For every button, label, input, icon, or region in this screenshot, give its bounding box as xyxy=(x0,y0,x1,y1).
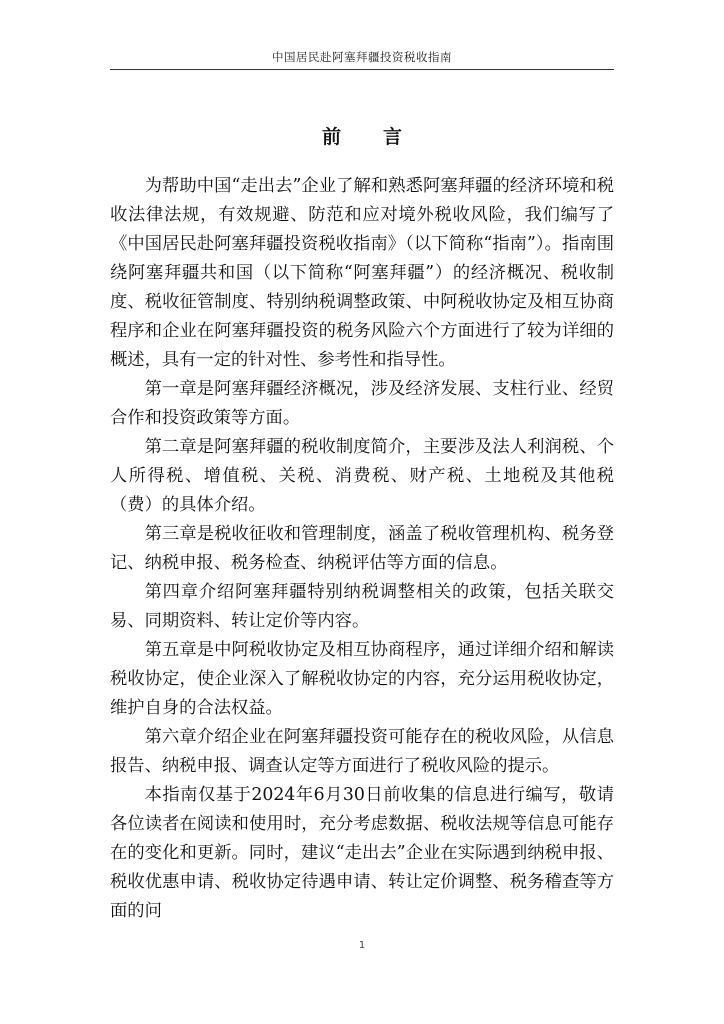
page-title-char-1: 前 xyxy=(321,126,341,148)
header-divider xyxy=(110,69,614,70)
paragraph-disclaimer: 本指南仅基于2024年6月30日前收集的信息进行编写，敬请各位读者在阅读和使用时，充分考虑数据、税收法规等信息可能存在的变化和更新。同时，建议“走出去”企业在实际遇到纳税申报、税收优惠申请、税收协定待遇申请、转让定价调整、税务稽查等方面的问 xyxy=(110,785,614,921)
paragraph-chapter-1: 第一章是阿塞拜疆经济概况，涉及经济发展、支柱行业、经贸合作和投资政策等方面。 xyxy=(110,379,614,428)
paragraph-chapter-3: 第三章是税收征收和管理制度，涵盖了税收管理机构、税务登记、纳税申报、税务检查、纳税评估等方面的信息。 xyxy=(110,524,614,573)
running-header: 中国居民赴阿塞拜疆投资税收指南 xyxy=(272,50,452,64)
paragraph-chapter-5: 第五章是中阿税收协定及相互协商程序，通过详细介绍和解读税收协定，使企业深入了解税收协定的内容，充分运用税收协定，维护自身的合法权益。 xyxy=(110,640,614,718)
page-title xyxy=(110,122,614,149)
paragraph-chapter-2: 第二章是阿塞拜疆的税收制度简介，主要涉及法人利润税、个人所得税、增值税、关税、消费税、财产税、土地税及其他税（费）的具体介绍。 xyxy=(110,437,614,515)
paragraph-intro: 为帮助中国“走出去”企业了解和熟悉阿塞拜疆的经济环境和税收法律法规，有效规避、防范和应对境外税收风险，我们编写了《中国居民赴阿塞拜疆投资税收指南》（以下简称“指南”）。指南围绕阿塞拜疆共和国（以下简称“阿塞拜疆”）的经济概况、税收制度、税收征管制度、特别纳税调整政策、中阿税收协定及相互协商程序和企业在阿塞拜疆投资的税务风险六个方面进行了较为详细的概述，具有一定的针对性、参考性和指导性。 xyxy=(110,176,614,370)
preface-body xyxy=(110,172,614,926)
paragraph-chapter-4: 第四章介绍阿塞拜疆特别纳税调整相关的政策，包括关联交易、同期资料、转让定价等内容。 xyxy=(110,582,614,631)
paragraph-chapter-6: 第六章介绍企业在阿塞拜疆投资可能存在的税收风险，从信息报告、纳税申报、调查认定等方面进行了税收风险的提示。 xyxy=(110,727,614,776)
page-title-char-2: 言 xyxy=(383,126,403,148)
page-number: 1 xyxy=(358,940,366,951)
